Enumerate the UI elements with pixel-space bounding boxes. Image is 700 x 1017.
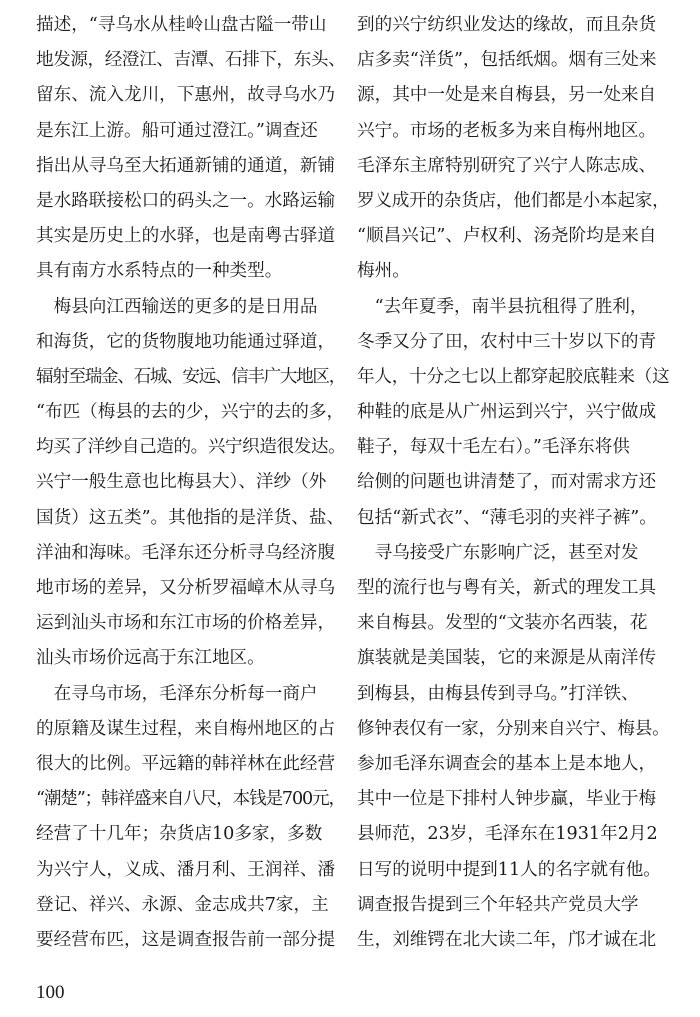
text-line: 是东江上游。船可通过澄江。”调查还: [36, 120, 318, 141]
text-line: 运到汕头市场和东江市场的价格差异，: [36, 613, 336, 634]
text-line: 具有南方水系特点的一种类型。: [36, 261, 283, 282]
text-line: 年人，十分之七以上都穿起胶底鞋来（这: [357, 366, 670, 387]
text-line: 登记、祥兴、永源、金志成共7家，主: [36, 894, 329, 915]
text-line: 调查报告提到三个年轻共产党员大学: [357, 894, 639, 915]
text-line: 的原籍及谋生过程，来自梅州地区的占: [36, 718, 336, 739]
text-line: 寻乌接受广东影响广泛，甚至对发: [357, 542, 639, 563]
text-line: 包括“新式衣”、“薄毛羽的夹袢子裤”。: [357, 507, 657, 528]
left-text-column: [36, 8, 346, 958]
text-line: 辐射至瑞金、石城、安远、信丰广大地区，: [36, 366, 345, 387]
text-line: 国货）这五类”。其他指的是洋货、盐、: [36, 507, 345, 528]
text-line: 很大的比例。平远籍的韩祥林在此经营: [36, 753, 336, 774]
text-line: 描述，“寻乌水从桂岭山盘古隘一带山: [36, 15, 327, 35]
text-line: 经营了十几年；杂货店10多家，多数: [36, 824, 323, 845]
text-line: 型的流行也与粤有关，新式的理发工具: [357, 578, 657, 598]
text-line: 生，刘维锷在北大读二年，邝才诚在北: [357, 929, 657, 950]
text-line: 要经营布匹，这是调查报告前一部分提: [36, 929, 336, 950]
right-text-column: [357, 8, 670, 958]
text-line: 种鞋的底是从广州运到兴宁，兴宁做成: [357, 402, 657, 423]
text-line: 梅县向江西输送的更多的是日用品: [36, 296, 318, 317]
text-line: “顺昌兴记”、卢权利、汤尧阶均是来自: [357, 226, 657, 247]
text-line: 给侧的问题也讲清楚了，而对需求方还: [357, 472, 657, 493]
page-number: 100: [36, 982, 65, 1003]
text-line: 县师范，23岁，毛泽东在1931年2月2: [357, 824, 658, 845]
text-line: 日写的说明中提到11人的名字就有他。: [357, 859, 661, 880]
text-line: 参加毛泽东调查会的基本上是本地人，: [357, 753, 657, 774]
text-line: “去年夏季，南半县抗租得了胜利，: [357, 296, 648, 317]
text-line: 源，其中一处是来自梅县，另一处来自: [357, 85, 657, 106]
text-line: 为兴宁人，义成、潘月利、王润祥、潘: [36, 859, 336, 880]
text-line: 到的兴宁纺织业发达的缘故，而且杂货: [357, 15, 657, 35]
text-line: 兴宁。市场的老板多为来自梅州地区。: [357, 120, 657, 141]
text-line: 其中一位是下排村人钟步赢，毕业于梅: [357, 789, 657, 810]
text-line: 留东、流入龙川，下惠州，故寻乌水乃: [36, 85, 336, 106]
text-line: 和海货，它的货物腹地功能通过驿道，: [36, 331, 336, 352]
text-line: 其实是历史上的水驿，也是南粤古驿道: [36, 226, 336, 247]
text-line: 兴宁一般生意也比梅县大）、洋纱（外: [36, 472, 327, 493]
text-line: 到梅县，由梅县传到寻乌。”打洋铁、: [357, 683, 639, 704]
text-line: 均买了洋纱自己造的。兴宁织造很发达。: [36, 437, 346, 458]
text-line: “布匹（梅县的去的少，兴宁的去的多，: [36, 402, 345, 423]
text-line: 罗义成开的杂货店，他们都是小本起家，: [357, 190, 670, 211]
text-line: 是水路联接松口的码头之一。水路运输: [36, 190, 336, 211]
text-line: 鞋子，每双十毛左右）。”毛泽东将供: [357, 437, 630, 458]
text-line: 旗装就是美国装，它的来源是从南洋传: [357, 648, 657, 669]
text-line: 来自梅县。发型的“文装亦名西装，花: [357, 613, 648, 634]
text-line: 冬季又分了田，农村中三十岁以下的青: [357, 331, 657, 352]
text-line: 毛泽东主席特别研究了兴宁人陈志成、: [357, 155, 657, 176]
text-line: 指出从寻乌至大拓通新铺的通道，新铺: [36, 155, 336, 176]
text-line: 店多卖“洋货”，包括纸烟。烟有三处来: [357, 50, 657, 71]
text-line: 修钟表仅有一家，分别来自兴宁、梅县。: [357, 718, 670, 739]
text-line: 地市场的差异，又分析罗福嶂木从寻乌: [36, 578, 336, 598]
text-line: 汕头市场价远高于东江地区。: [36, 648, 265, 669]
text-line: 在寻乌市场，毛泽东分析每一商户: [36, 683, 318, 704]
text-line: “潮楚”；韩祥盛来自八尺，本钱是700元，: [36, 789, 345, 810]
text-line: 梅州。: [357, 261, 410, 282]
text-line: 地发源，经澄江、吉潭、石排下，东头、: [36, 50, 346, 71]
text-line: 洋油和海味。毛泽东还分析寻乌经济腹: [36, 542, 336, 563]
